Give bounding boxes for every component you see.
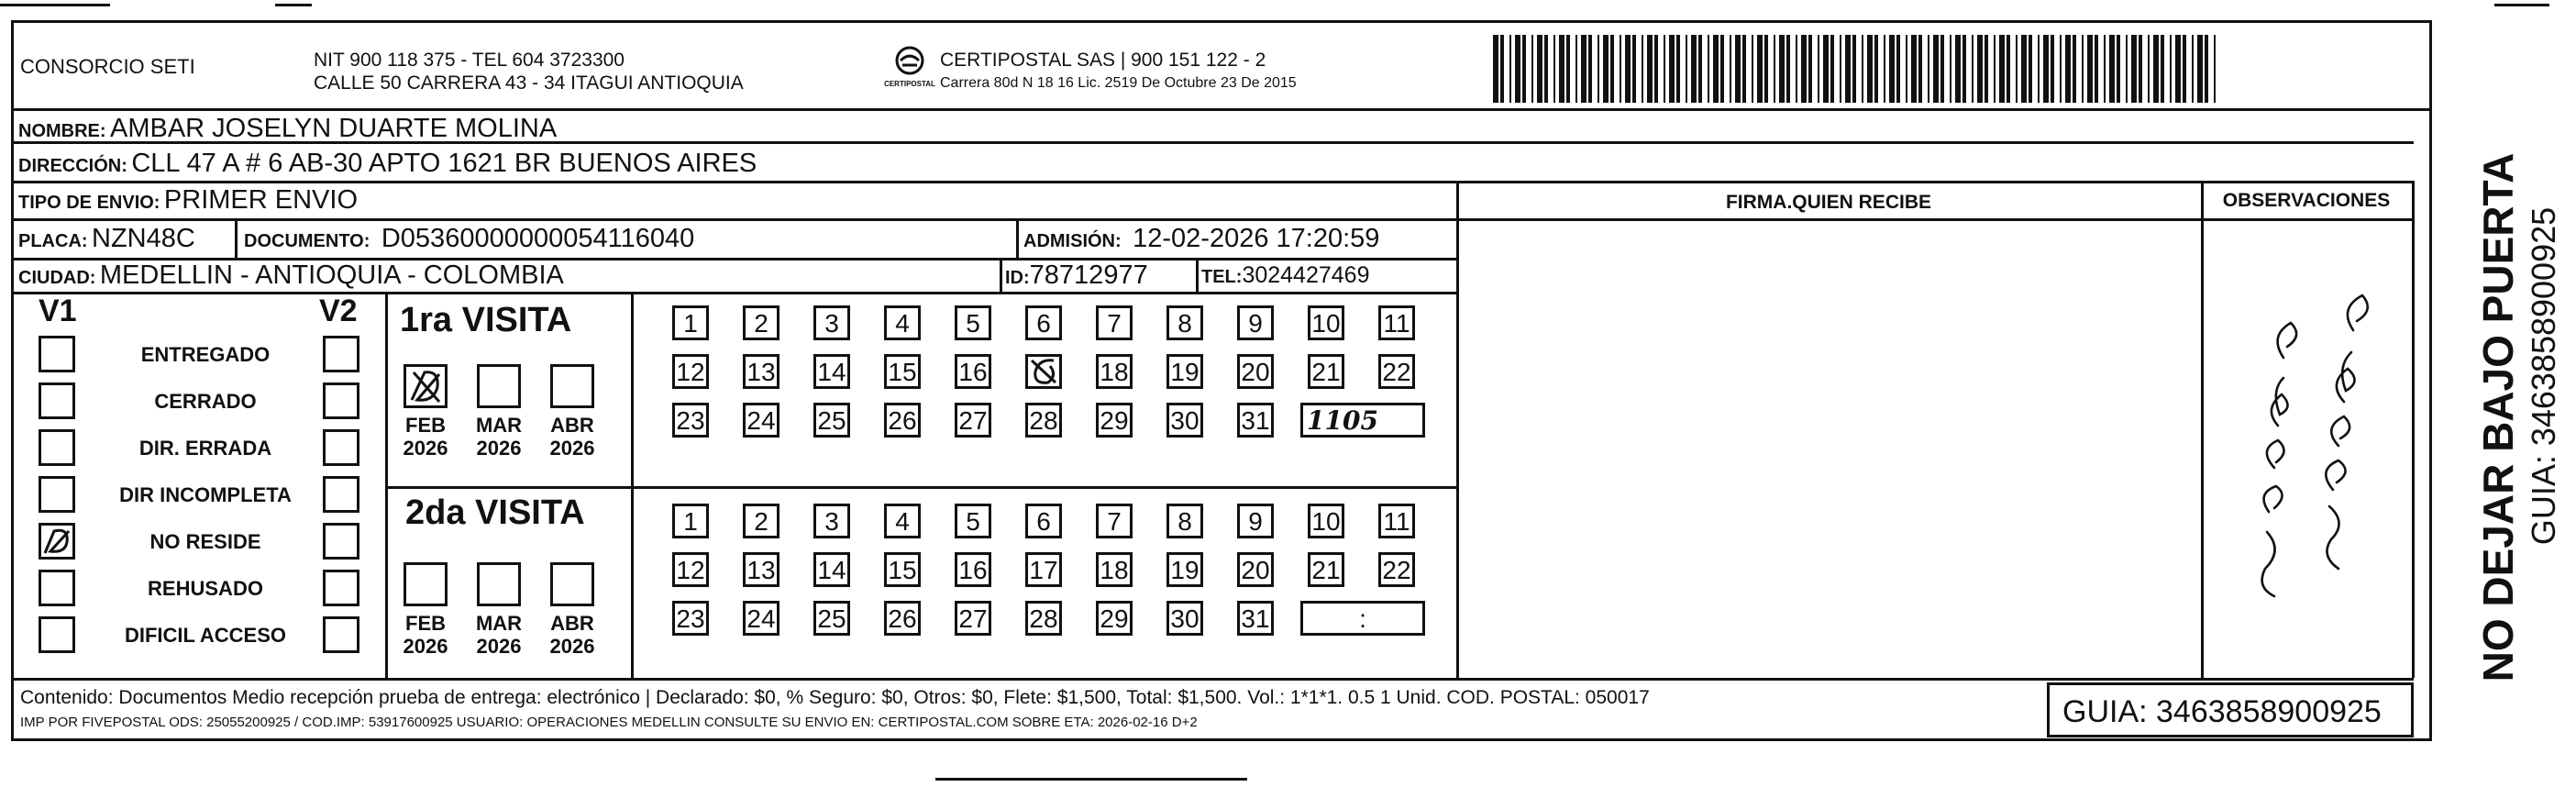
barcode-bar [2029,35,2032,103]
barcode-bar [2161,35,2164,103]
documento-cell [244,226,694,252]
barcode-bar [1840,35,1841,103]
day-box[interactable]: 19 [1166,552,1203,587]
barcode-bar [1889,35,1895,103]
month-name: MAR [475,612,523,635]
status-reason-label: DIFICIL ACCESO [124,624,286,647]
admision-cell [1023,226,1379,252]
day-box[interactable]: 5 [955,305,991,340]
day-box[interactable]: 30 [1166,403,1203,438]
day-box[interactable]: 23 [672,403,709,438]
barcode-bar [1730,35,1731,103]
id-label: ID: [1005,268,1030,288]
v2-checkbox[interactable] [323,429,359,466]
status-reason-label: ENTREGADO [140,343,271,366]
barcode-bar [2153,35,2159,103]
month-name: ABR [550,414,594,437]
day-box[interactable]: 23 [672,601,709,636]
barcode-bar [1647,35,1653,103]
barcode-bar [1752,35,1753,103]
v1-checkbox[interactable] [39,336,75,372]
day-box[interactable]: 6 [1025,305,1062,340]
barcode-bar [2051,35,2054,103]
barcode-bar [1830,35,1834,103]
day-box[interactable]: 15 [884,354,921,389]
day-box[interactable]: 20 [1237,354,1274,389]
visit-divider [631,292,634,678]
day-box[interactable]: 6 [1025,504,1062,538]
barcode-bar [2205,35,2208,103]
barcode-bar [2065,35,2071,103]
v1-checkbox[interactable] [39,616,75,653]
day-box[interactable]: 18 [1096,552,1133,587]
header-divider [11,108,2432,111]
scan-edge-mark [0,4,110,6]
month-label [470,612,528,659]
placa-label: PLACA: [18,231,88,251]
logo-text: CERTIPOSTAL [884,80,935,88]
barcode-bar [2197,35,2203,103]
month-label [396,414,455,460]
day-box[interactable]: 21 [1308,354,1344,389]
barcode-bar [1933,35,1939,103]
day-box[interactable]: 13 [743,552,779,587]
day-box[interactable]: 13 [743,354,779,389]
v1-checkbox[interactable] [39,570,75,606]
side-guia: GUIA: 3463858900925 [2525,206,2562,546]
footer-guia-box [2047,682,2414,737]
barcode-bar [1845,35,1851,103]
tel-value: 3024427469 [1242,262,1370,288]
scan-edge-mark [935,778,1247,781]
barcode-bar [1708,35,1709,103]
barcode-bar [2109,35,2115,103]
day-box[interactable]: 12 [672,552,709,587]
month-label [470,414,528,460]
barcode-bar [2087,35,2093,103]
barcode-bar [1779,35,1785,103]
day-box[interactable]: 26 [884,403,921,438]
scan-edge-mark [2494,4,2549,6]
cell-divider [1000,258,1002,292]
certipostal-logo [880,46,939,97]
barcode-bar [1884,35,1885,103]
tipo-value: PRIMER ENVIO [163,185,359,215]
tel-label: TEL: [1201,267,1243,287]
status-reason-label: REHUSADO [148,577,263,600]
barcode-bar [1537,35,1542,103]
barcode-bar [1735,35,1741,103]
documento-label: DOCUMENTO: [244,231,370,251]
month-label [543,612,602,659]
barcode-bar [1928,35,1929,103]
certipostal-logo-icon [891,46,928,75]
no-dejar-bajo-puerta: NO DEJAR BAJO PUERTA [2474,152,2522,682]
day-box[interactable]: 21 [1308,552,1344,587]
day-box[interactable]: 16 [955,354,991,389]
day-box[interactable]: 20 [1237,552,1274,587]
ciudad-value: MEDELLIN - ANTIOQUIA - COLOMBIA [99,260,564,290]
barcode-bar [2214,35,2216,103]
barcode-bar [2175,35,2181,103]
day-box[interactable]: 25 [813,403,850,438]
certipostal-line: CERTIPOSTAL SAS | 900 151 122 - 2 [940,50,1266,71]
barcode-bar [1691,35,1697,103]
barcode-bar [1575,35,1577,103]
barcode-bar [2007,35,2010,103]
barcode-bar [2095,35,2098,103]
barcode-bar [1553,35,1555,103]
barcode-bar [1786,35,1790,103]
barcode-bar [2139,35,2142,103]
month-checkbox[interactable] [404,562,448,606]
barcode-bar [1955,35,1961,103]
day-box[interactable]: 1 [672,504,709,538]
status-reason-label: DIR INCOMPLETA [119,483,292,506]
month-name: ABR [550,612,594,635]
barcode-bar [1654,35,1658,103]
barcode-bar [1620,35,1621,103]
barcode-bar [2131,35,2137,103]
barcode-bar [1940,35,1944,103]
month-label [396,612,455,659]
v2-checkbox[interactable] [323,336,359,372]
visit2-title: 2da VISITA [405,493,585,532]
barcode-bar [1764,35,1768,103]
month-checkbox[interactable] [550,364,594,408]
barcode-bar [1515,35,1520,103]
observaciones-handwriting [2201,220,2412,678]
nit-line: NIT 900 118 375 - TEL 604 3723300 [314,50,625,71]
admision-label: ADMISIÓN: [1023,231,1122,251]
day-box[interactable]: 7 [1096,305,1133,340]
barcode-bar [2126,35,2128,103]
month-checkbox[interactable] [404,364,448,408]
v1-checkbox[interactable] [39,429,75,466]
v2-checkbox[interactable] [323,382,359,419]
time-box[interactable]: : [1300,601,1425,636]
day-box[interactable]: 5 [955,504,991,538]
footer-guia: GUIA: 3463858900925 [2062,694,2382,729]
status-reason-label: DIR. ERRADA [138,437,272,460]
barcode-bar [1566,35,1570,103]
row-divider [11,181,2414,183]
day-box[interactable]: 27 [955,601,991,636]
v2-checkbox[interactable] [323,616,359,653]
barcode-bar [1757,35,1763,103]
barcode-bar [1509,35,1511,103]
id-value: 78712977 [1029,260,1148,290]
barcode-bar [1669,35,1675,103]
barcode-bar [1642,35,1643,103]
firma-header: FIRMA.QUIEN RECIBE [1725,192,1931,213]
status-divider [385,292,388,678]
documento-value: D05360000000054116040 [381,224,695,253]
handwritten-check-icon [41,526,72,557]
barcode-bar [1713,35,1719,103]
day-box[interactable]: 30 [1166,601,1203,636]
nombre-value: AMBAR JOSELYN DUARTE MOLINA [110,114,558,143]
handwritten-check-icon [406,367,445,405]
barcode-bar [2117,35,2120,103]
day-box[interactable]: 2 [743,305,779,340]
day-box[interactable]: 3 [813,305,850,340]
barcode-bar [1808,35,1812,103]
day-box[interactable]: 11 [1378,305,1415,340]
barcode-bar [2073,35,2076,103]
firma-left-divider [1456,181,1459,678]
cell-divider [1196,258,1199,292]
day-box[interactable]: 7 [1096,504,1133,538]
day-box-marked[interactable] [1025,354,1062,389]
barcode-bar [2021,35,2027,103]
barcode-bar [1774,35,1775,103]
barcode-bar [1603,35,1609,103]
day-box[interactable]: 2 [743,504,779,538]
day-box[interactable]: 31 [1237,601,1274,636]
barcode-bar [1588,35,1592,103]
visit1-title: 1ra VISITA [400,301,572,339]
barcode-bar [1598,35,1599,103]
barcode-bar [1999,35,2005,103]
day-box[interactable]: 10 [1308,305,1344,340]
barcode-bar [2082,35,2084,103]
scan-edge-mark [275,4,312,6]
barcode-bar [1632,35,1636,103]
id-cell [1005,262,1148,289]
day-box[interactable]: 9 [1237,504,1274,538]
footer-line1: Contenido: Documentos Medio recepción prueba de entrega: electrónico | Declarado: $0, % Seguro: $0, Otros: $0, Flete: $1,500, Total: $1,500. Vol.: 1*1*1. 0.5 1 Unid. COD. POSTAL: 050017 [20,687,1650,708]
barcode-bar [2183,35,2186,103]
barcode-bar [1874,35,1878,103]
month-checkbox[interactable] [477,562,521,606]
visit-row-divider [385,486,1456,489]
row-divider [11,292,1456,294]
day-box[interactable]: 14 [813,552,850,587]
observaciones-right-divider [2412,181,2415,678]
barcode-bar [1531,35,1533,103]
day-box[interactable]: 16 [955,552,991,587]
day-box[interactable]: 9 [1237,305,1274,340]
month-name: MAR [475,414,523,437]
barcode-bar [1686,35,1687,103]
day-box[interactable]: 4 [884,305,921,340]
barcode-bar [1972,35,1973,103]
barcode-bar [1818,35,1819,103]
month-year: 2026 [476,437,522,460]
cell-divider [1016,218,1019,258]
nombre-row [18,116,557,142]
barcode-bar [1544,35,1548,103]
month-year: 2026 [549,635,595,659]
barcode-bar [1801,35,1807,103]
v1-checkbox[interactable] [39,382,75,419]
direccion-row [18,150,757,177]
direccion-label: DIRECCIÓN: [18,156,127,176]
nombre-label: NOMBRE: [18,121,106,141]
day-box[interactable]: 8 [1166,504,1203,538]
barcode-bar [1493,35,1498,103]
day-box[interactable]: 19 [1166,354,1203,389]
barcode-bar [1962,35,1966,103]
admision-value: 12-02-2026 17:20:59 [1133,224,1380,253]
barcode-bar [1950,35,1951,103]
row-divider [11,218,2414,221]
barcode-bar [1500,35,1504,103]
cell-divider [235,218,238,258]
month-year: 2026 [549,437,595,460]
direccion-value: CLL 47 A # 6 AB-30 APTO 1621 BR BUENOS AIRES [131,149,757,178]
barcode-bar [2016,35,2018,103]
barcode-bar [1742,35,1746,103]
barcode-bar [1994,35,1996,103]
barcode-bar [1862,35,1863,103]
day-box[interactable]: 10 [1308,504,1344,538]
observaciones-header: OBSERVACIONES [2222,190,2391,211]
footer-divider [11,678,2414,681]
barcode-bar [2043,35,2049,103]
day-box[interactable]: 31 [1237,403,1274,438]
barcode-bar [1664,35,1665,103]
month-year: 2026 [476,635,522,659]
barcode-bar [1918,35,1922,103]
side-text-area [2416,147,2576,688]
day-box[interactable]: 29 [1096,403,1133,438]
v1-checkbox[interactable] [39,523,75,560]
day-box[interactable]: 26 [884,601,921,636]
tipo-row [18,187,358,214]
day-box[interactable]: 24 [743,403,779,438]
month-name: FEB [405,612,446,635]
barcode-bar [1867,35,1873,103]
barcode-bar [1698,35,1702,103]
day-box[interactable]: 22 [1378,552,1415,587]
license-line: Carrera 80d N 18 16 Lic. 2519 De Octubre 23 De 2015 [940,75,1297,91]
ciudad-cell [18,262,564,289]
barcode-bar [1896,35,1900,103]
company-name: CONSORCIO SETI [20,55,195,78]
footer-line2: IMP POR FIVEPOSTAL ODS: 25055200925 / COD.IMP: 53917600925 USUARIO: OPERACIONES MEDELLIN CONSULTE SU ENVIO EN: CERTIPOSTAL.COM SOBRE ETA: 2026-02-16 D+2 [20,715,1198,730]
handwritten-check-icon [1028,357,1059,386]
barcode-bar [1559,35,1564,103]
barcode-bar [1676,35,1680,103]
barcode-bar [1796,35,1797,103]
barcode-bar [2060,35,2062,103]
barcode-bar [1985,35,1988,103]
day-box[interactable]: 14 [813,354,850,389]
day-box[interactable]: 12 [672,354,709,389]
placa-value: NZN48C [92,224,195,253]
placa-cell [18,226,195,252]
day-box[interactable]: 18 [1096,354,1133,389]
day-box[interactable]: 28 [1025,403,1062,438]
time-box[interactable]: 1105 [1300,403,1425,438]
v2-checkbox[interactable] [323,476,359,513]
v2-checkbox[interactable] [323,570,359,606]
day-box[interactable]: 22 [1378,354,1415,389]
status-reason-label: NO RESIDE [149,530,261,553]
month-name: FEB [405,414,446,437]
barcode-bar [1522,35,1526,103]
barcode-bar [2170,35,2172,103]
day-box[interactable]: 11 [1378,504,1415,538]
barcode-bar [1823,35,1829,103]
v1-label: V1 [39,294,77,328]
barcode-bar [2148,35,2150,103]
day-box[interactable]: 28 [1025,601,1062,636]
barcode-bar [1906,35,1907,103]
v2-checkbox[interactable] [323,523,359,560]
month-checkbox[interactable] [477,364,521,408]
barcode-bar [1852,35,1856,103]
barcode-bar [1977,35,1983,103]
barcode-bar [1610,35,1614,103]
day-box[interactable]: 1 [672,305,709,340]
day-box[interactable]: 24 [743,601,779,636]
day-box[interactable]: 8 [1166,305,1203,340]
barcode-bar [1720,35,1724,103]
barcode-bar [2038,35,2040,103]
day-box[interactable]: 15 [884,552,921,587]
barcode-bar [1581,35,1587,103]
day-box[interactable]: 4 [884,504,921,538]
barcode-bar [1625,35,1631,103]
month-year: 2026 [403,437,448,460]
day-box[interactable]: 27 [955,403,991,438]
month-checkbox[interactable] [550,562,594,606]
status-reason-label: CERRADO [154,390,257,413]
barcode-bar [2192,35,2194,103]
v1-checkbox[interactable] [39,476,75,513]
day-box[interactable]: 29 [1096,601,1133,636]
barcode-bar [2104,35,2106,103]
ciudad-label: CIUDAD: [18,268,96,288]
month-year: 2026 [403,635,448,659]
day-box[interactable]: 25 [813,601,850,636]
address-line: CALLE 50 CARRERA 43 - 34 ITAGUI ANTIOQUIA [314,72,744,94]
tipo-label: TIPO DE ENVIO: [18,193,160,213]
barcode [1493,35,2227,103]
month-label [543,414,602,460]
v2-label: V2 [319,294,358,328]
tel-cell [1201,264,1369,287]
day-box[interactable]: 3 [813,504,850,538]
handwritten-note-icon [2201,220,2412,678]
day-box[interactable]: 17 [1025,552,1062,587]
barcode-bar [1911,35,1917,103]
